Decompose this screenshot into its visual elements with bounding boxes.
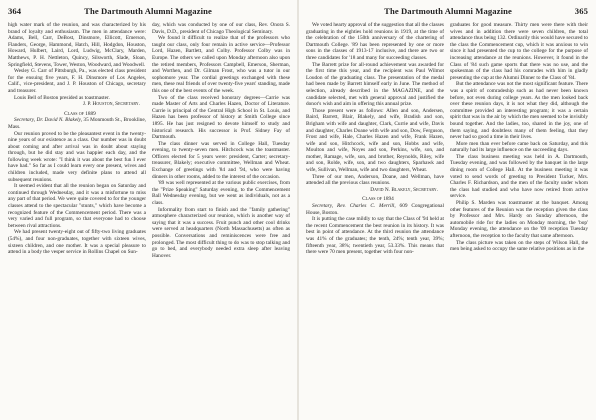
paragraph: We found it difficult to realize that of the professors who taught our class, only four remain in active service—Professor Lord, Hazen, Bartlett, and Colby. Professor Colby was in Europe. The others we called upon Monday afternoon also upon the retired members, Professors Campbell, Emerson, Sherman, and Worthen, and Dr. Gilman Frost, who was a tutor in our sophomore year. The cordial greetings exchanged with these men, these real friends of over twenty-five years' standing, made this one of the best events of the week. <box>152 35 290 94</box>
running-title: The Dartmouth Alumni Magazine <box>384 6 512 16</box>
left-column-1 <box>8 22 146 416</box>
right-column-1 <box>306 22 444 416</box>
page-number: 364 <box>8 6 22 16</box>
paragraph: The class dinner was served in College Hall, Tuesday evening, to twenty-seven men. Hitchcock was the toastmaster. Officers elected for 5 years were: president, Carter; secretary-treasurer, Blakely; executive committee, Wellman and Wheat. Exchange of greetings with '84 and '94, who were having dinners in other rooms, added to the interest of the occasion. <box>152 140 290 180</box>
paragraph: day, which was conducted by one of our class, Rev. Onora S. Davis, D.D., president of Chicago Theological Seminary. <box>152 22 290 35</box>
secretary-signature: David N. Blakely, Secretary. <box>370 186 438 193</box>
page-gutter <box>297 0 299 420</box>
paragraph: The class business meeting was held in A. Dartmouth, Tuesday evening, and was followed by the banquet in the large dining room of College Hall. At the business meeting it was voted to send words of greeting to President Tucker, Mrs. Charles F. Richardson, and the men of the faculty under whom the class had studied and who have now retired from active service. <box>450 153 588 200</box>
secretary-line <box>8 117 146 130</box>
right-column-2 <box>450 22 588 416</box>
paragraph: high water mark of the reunion, and was characterized by his brand of loyalty and enthusiasm. The men in attendance were: Adams, Bell, Carr, DeBost, Dinsmore, Ellicott, Emerson, Flanders, George, Hammond, Hatch, Hill, Hodgdon, Houston, Howard, Hulbert, Laird, Lord, Ludwig, McClary, Marden, Matthews, P. H. Nettleton, Quincy, Silsworth, Slade, Sloan, Springfield, Stevens, Tower, Weston, Woodward, and Woodwell. <box>8 22 146 68</box>
paragraph: It is putting the case mildly to say that the Class of '94 held at the recent Commencement the best reunion in its history. It was best in point of attendance. At the third reunion the attendance was 41% of the graduates; the tenth, 24%; tenth year, 39%; fifteenth year, 38%; twentieth year, 53.33%. This means that there were 70 men present, together with four non- <box>306 216 444 256</box>
paragraph: We had present twenty-eight out of fifty-two living graduates (54%), and four non-graduates, together with sixteen wives, sixteen children, and one mother. It was a special pleasure to attend in a body the vesper service in Rollins Chapel on Sun- <box>8 229 146 256</box>
paragraph: Informality from start to finish and the "family gathering" atmosphere characterized our reunion, which is another way of saying that it was a success. Fruit punch and other cool drinks were served at headquarters (North Massachusetts) as often as possible. Conversations and reminiscences were free and prolonged. The most difficult thing to do was to stop talking and go to bed, and everybody needed extra sleep after leaving Hanover. <box>152 206 290 259</box>
paragraph: Those present were as follows: Allen and son, Andersen, Baird, Barrett, Blair, Blakely, and wife, Bradish and son, Brigham with wife and daughter, Clark, Currie and wife, Davis and daughter, Charles Doane with wife and son, Dow, Ferguson, Frost and wife, Hale, Charles Hazen and wife, Frank Hazen, wife and son, Hitchcock, wife and son, Hobbs and wife, Moulton and wife, Noyes and son, Perkins, wife, son, and mother, Ramage, wife, son, and brother, Reynolds, Riley, wife and son, Rolde, wife, son, and two daughters, Sparhawk and wife, Sullivan, Wellman, wife and two daughters, Wheat. <box>306 107 444 174</box>
running-title: The Dartmouth Alumni Magazine <box>84 6 212 16</box>
paragraph: graduates for good measure. Thirty men were there with their wives and in addition there were seven children, the total attendance thus being 132. Ordinarily this would have secured to the class the Commencement cup, which it was anxious to win since it had presented the cup to the college for the purpose of increasing attendance at the reunions. However, it found in the Class of '84 such game sports that there was no use, and the spokesman of the class had his comrades with him in gladly presenting the cup at the Alumni Dinner to the Class of '84. <box>450 22 588 81</box>
paragraph: Louis Bell of Boston presided as toastmaster. <box>14 94 110 101</box>
secretary-label: Secretary, Rev. Charles C. Merrill, <box>312 203 396 210</box>
paragraph: We voted hearty approval of the suggestion that all the classes graduating in the eighties hold reunions in 1919, at the time of the celebration of the 150th anniversary of the chartering of Dartmouth College. '89 has been represented by one or more sons in the classes of 1913-17 inclusive, and there are two or three candidates for '18 and many for succeeding classes. <box>306 22 444 61</box>
paragraph: Two of the class received honorary degrees—Carrie was made Master of Arts and Charles Hazen, Doctor of Literature. Currie is principal of the Central High School in St. Louis, and Hazen has been professor of history at Smith College since 1895. He has just resigned to devote himself to study and historical research. His successor is Prof. Sidney Fay of Dartmouth. <box>152 94 290 141</box>
paragraph: The Barrett prize for all-round achievement was awarded for the first time this year, and the recipient was Paul Wilmot Loudon of the graduating class. The presentation of the medal had been made by Barrett himself early in June. The method of selection, already described in the MAGAZINE, and the candidate selected, met with general approval and justified the donor's wish and aim in offering this annual prize. <box>306 61 444 108</box>
paragraph: Philip S. Marden was toastmaster at the banquet. Among other features of the Reunion was the reception given the class by Professor and Mrs. Hardy on Sunday afternoon, the automobile ride for the ladies on Monday morning, the 'bop' Monday evening, the attendance on the '09 reception Tuesday afternoon, the reception to the faculty that same afternoon. <box>450 200 588 239</box>
paragraph: '89 was well represented at the various public exercises, from the "Prize Speaking" Saturday evening, to the Commencement Ball Wednesday evening, but we went as individuals, not as a class. <box>152 180 290 207</box>
left-page <box>0 0 296 420</box>
paragraph: Wesley G. Carr of Pittsburgh, Pa., was elected class president for the ensuing five years, F. H. Dinsmore of Los Angeles, Calif., vice-president, and J. P. Houston of Chicago, secretary and treasurer. <box>8 68 146 94</box>
paragraph: Three of our men, Anderson, Doane, and Wellman, have attended all the previous class reunions. <box>306 173 444 187</box>
paragraph: It seemed evident that all the reunion began on Saturday and continued through Wednesday, and it was a misfortune to miss any part of that period. We were quite covered to for the younger classes attend to the spectacular "stunts," which have become a recognized feature of the Commencement period. There was a very varied and full program, so that everyone had to choose between rival attractions. <box>8 183 146 229</box>
secretary-address: 609 Congregational House, Boston. <box>306 203 444 216</box>
left-column-2 <box>152 22 290 416</box>
paragraph: More men than ever before came back on Saturday, and this naturally had its large influence on the succeeding days. <box>450 140 588 154</box>
right-page-header <box>308 6 588 18</box>
paragraph: The class picture was taken on the steps of Wilson Hall, the men being asked to occupy the same relative positions as in the <box>450 239 588 253</box>
secretary-signature: J. P. Houston, Secretary. <box>82 101 140 108</box>
class-heading: Class of 1889 <box>64 110 96 117</box>
secretary-label: Secretary, Dr. David N. Blakely, <box>14 117 83 124</box>
paragraph: But the attendance was not the most significant feature. There was a spirit of comradeship such as had never been known before, not even during college years. As the men looked back over these reunion days, it is not what they did, although the committee provided an interesting program; it was a certain spirit that was in the air by which the men seemed to be invisibly bound together. And the ladies, too, shared in the joy, one of them saying, and doubtless many of them feeling, that they never had so good a time in their lives. <box>450 81 588 141</box>
left-page-header <box>8 6 288 18</box>
secretary-address: 35 Monmouth St., Brookline, Mass. <box>8 117 146 130</box>
right-page <box>300 0 596 420</box>
paragraph: Our reunion proved to be the pleasantest event in the twenty-nine years of our existence as a class. Our number was in doubt about coming and after arrival was in doubt about staying through, but he did stay and was happier each day, and the following week wrote: "I think it was about the best fun I ever have had." So far as I could learn every one present, wives and children included, made very definite plans to attend all subsequent reunions. <box>8 130 146 183</box>
class-heading: Class of 1894 <box>362 196 394 203</box>
secretary-line <box>306 203 444 216</box>
page-number: 365 <box>574 6 588 16</box>
